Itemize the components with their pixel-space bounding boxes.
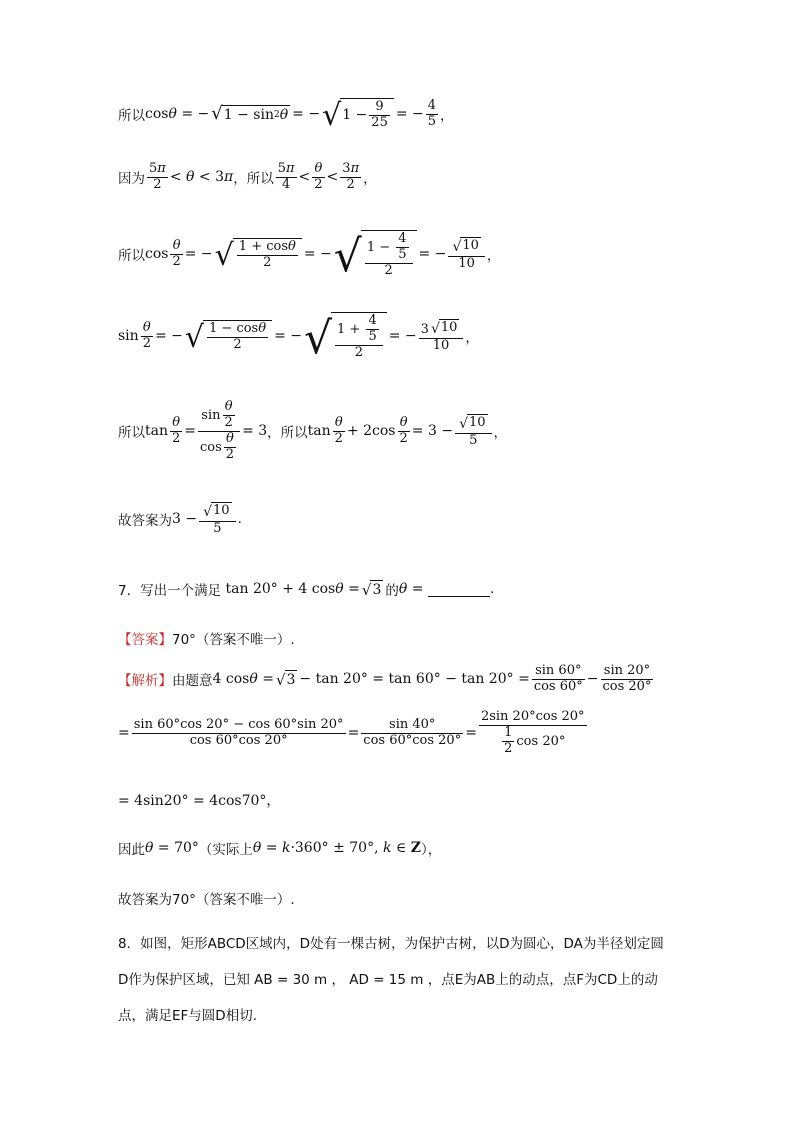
question-8-line-1: 8．如图，矩形ABCD区域内，D处有一棵古树，为保护古树，以D为圆心，DA为半径划定圆 (118, 936, 664, 952)
solution-line-1: 所以 cosθ = − √ 1 − sin 2 θ = − √ 1 − $\frac{9}{25}$ = − $\frac{4}{5}$ ， (118, 97, 454, 133)
math-frac: $\frac{4}{5}$ (427, 98, 437, 129)
answer-blank (428, 582, 490, 597)
analysis-row-4: 因此 θ = 70° （实际上 θ = k·360° ± 70°, k ∈ Z ）， (118, 840, 442, 858)
analysis-row-1: 【解析】 由题意 4 cosθ = √ 3 − tan 20° = tan 60° − tan 20° = $\frac{\sin 60^\circ}{\cos 60^\circ}$ − $\frac{\sin 20^\circ}{\cos 20^\circ}$ (118, 663, 652, 694)
analysis-row-5: 故答案为70°（答案不唯一）. (118, 892, 295, 908)
solution-line-6: 故答案为 3 − √ 10 5 . (118, 503, 242, 536)
question-7: 7．写出一个满足 tan 20° + 4 cosθ = √ 3 的 θ = . (118, 581, 495, 599)
math-sqrt: √ 1 − $\frac{9}{25}$ (322, 98, 394, 131)
solution-line-2: 因为 $\frac{5\pi}{2}$ < θ < 3π ，所以 $\frac{5\pi}{4}$ < $\frac{\theta}{2}$ < $\frac{3\pi}{2}$ ， (118, 161, 377, 192)
analysis-row-3: = 4sin20° = 4cos70°， (118, 793, 281, 809)
answer-value: 70°（答案不唯一）. (172, 632, 295, 648)
answer-tag: 【答案】 (118, 632, 172, 648)
math-sqrt: √ 1 − sin 2 θ (211, 103, 289, 125)
solution-line-3: 所以 cos $\frac{\theta}{2}$ = − √ $\frac{1 + \cos\theta}{2}$ = − √ 1 − $\frac{4}{5}$ 2 = − √ 10 10 ， (118, 230, 501, 282)
analysis-row-2: = $\frac{\sin 60^\circ\cos 20^\circ - \cos 60^\circ\sin 20^\circ}{\cos 60^\circ\cos 20^\circ}$ = $\frac{\sin 40^\circ}{\cos 60^\circ\cos 20^\circ}$ = 2sin 20°cos 20° $\frac{1}{2}$ cos 20° (118, 709, 585, 756)
analysis-tag: 【解析】 (118, 673, 172, 690)
text-prefix: 所以 (118, 108, 145, 125)
question-8-line-2: D作为保护区域，已知 AB = 30 m ， AD = 15 m ，点E为AB上的动点，点F为CD上的动 (118, 972, 658, 988)
math-cos-theta: cosθ = − (145, 106, 210, 123)
answer-line (118, 628, 295, 648)
solution-line-5: 所以 tan $\frac{\theta}{2}$ = sin $\frac{\theta}{2}$ cos $\frac{\theta}{2}$ = 3 ，所以 tan $\frac{\theta}{2}$ + 2cos $\frac{\theta}{2}$ = 3 − √ 10 5 ， (118, 399, 508, 462)
solution-line-4: sin $\frac{\theta}{2}$ = − √ $\frac{1 - \cos\theta}{2}$ = − √ 1 + $\frac{4}{5}$ 2 = − 3 √ 10 10 ， (118, 312, 479, 364)
question-8 (118, 926, 678, 1034)
question-8-line-3: 点，满足EF与圆D相切. (118, 1008, 257, 1024)
